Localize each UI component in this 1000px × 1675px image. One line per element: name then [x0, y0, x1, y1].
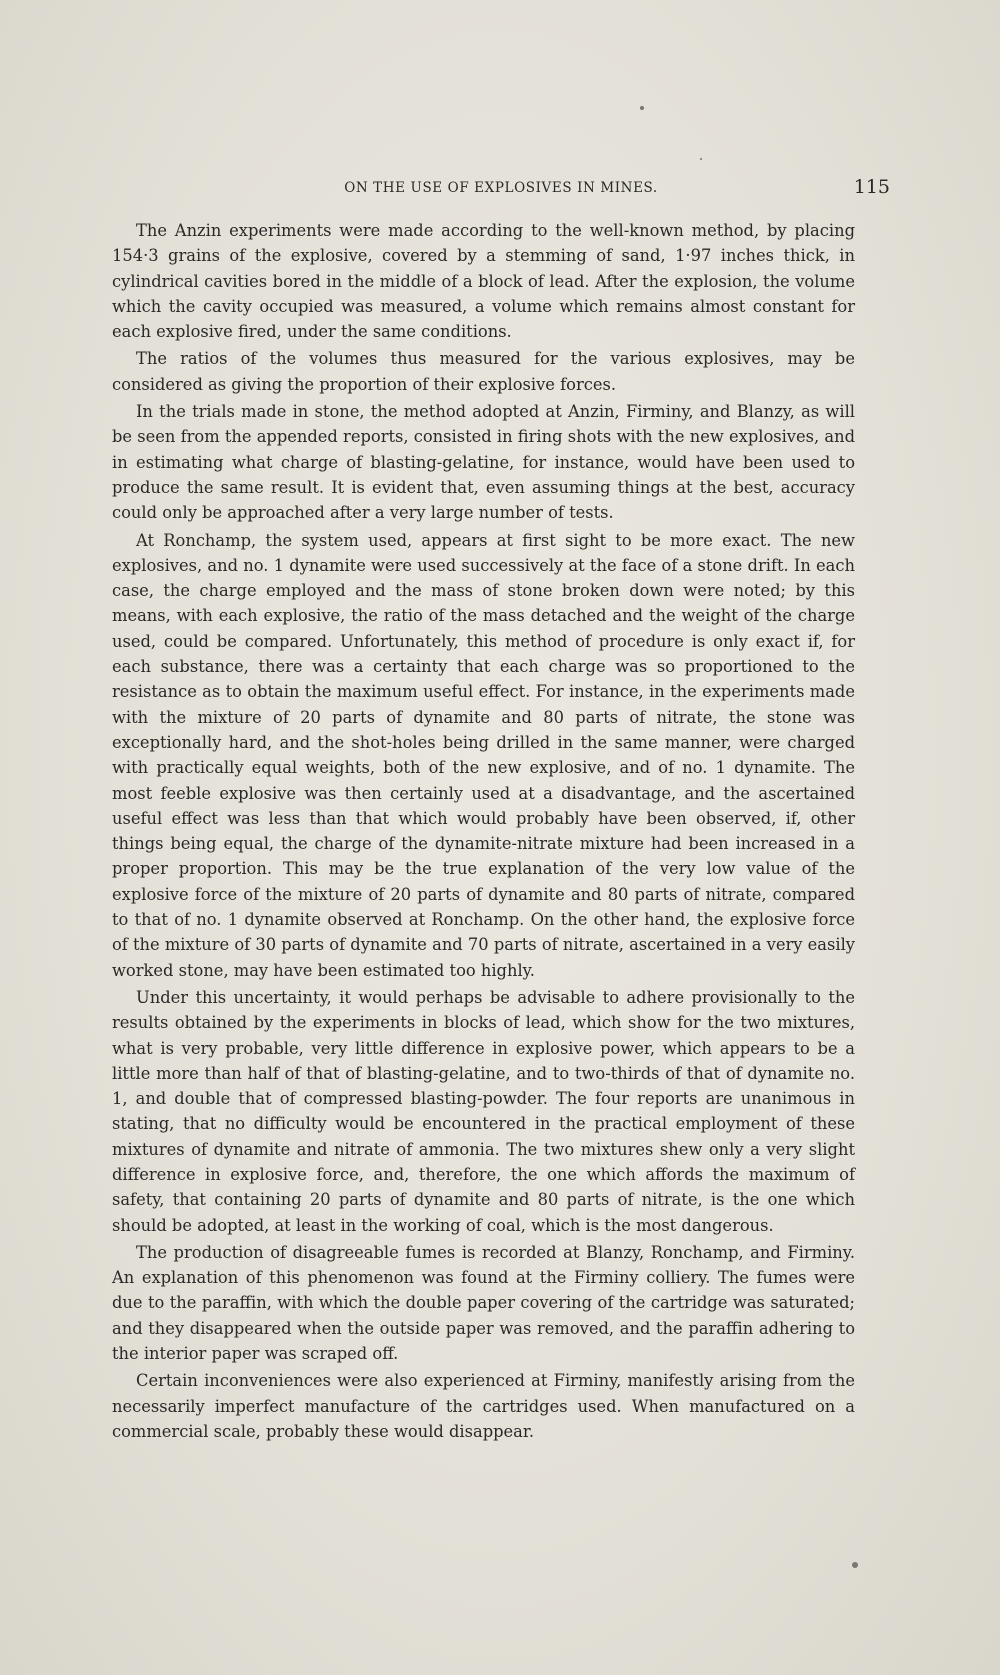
running-title: ON THE USE OF EXPLOSIVES IN MINES. — [344, 180, 658, 196]
page-number: 115 — [853, 176, 890, 198]
paper-speck — [852, 1562, 858, 1568]
paper-speck — [640, 106, 644, 110]
page-header — [112, 176, 890, 202]
body-text — [112, 218, 855, 1446]
paragraph-anzin-method: The Anzin experiments were made according to the well-known method, by placing 154·3 grains of the explosive, covered by a stemming of sand, 1·97 inches thick, in cylindrical cavities bored in the middle of a block of lead. After the explosion, the volume which the cavity occupied was measured, a volume which remains almost constant for each explosive fired, under the same conditions. — [112, 221, 855, 342]
paragraph-ronchamp: At Ronchamp, the system used, appears at first sight to be more exact. The new explosives, and no. 1 dynamite were used successively at the face of a stone drift. In each case, the charge employed and the mass of stone broken down were noted; by this means, with each explosive, the ratio of the mass detached and the weight of the charge used, could be compared. Unfortunately, this method of procedure is only exact if, for each substance, there was a certainty that each charge was so proportioned to the resistance as to obtain the maximum useful effect. For instance, in the experiments made with the mixture of 20 parts of dynamite and 80 parts of nitrate, the stone was exceptionally hard, and the shot-holes being drilled in the same manner, were charged with practically equal weights, both of the new explosive, and of no. 1 dynamite. The most feeble explosive was then certainly used at a disadvantage, and the ascertained useful effect was less than that which would probably have been observed, if, other things being equal, the charge of the dynamite-nitrate mixture had been increased in a proper proportion. This may be the true explanation of the very low value of the explosive force of the mixture of 20 parts of dynamite and 80 parts of nitrate, compared to that of no. 1 dynamite observed at Ronchamp. On the other hand, the explosive force of the mixture of 30 parts of dynamite and 70 parts of nitrate, ascertained in a very easily worked stone, may have been estimated too highly. — [112, 530, 855, 980]
paragraph-stone-trials: In the trials made in stone, the method adopted at Anzin, Firminy, and Blanzy, as will be seen from the appended reports, consisted in firing shots with the new explosives, and in estimating what charge of blasting-gelatine, for instance, would have been used to produce the same result. It is evident that, even assuming things at the best, accuracy could only be approached after a very large number of tests. — [112, 402, 855, 523]
paragraph-fumes: The production of disagreeable fumes is recorded at Blanzy, Ronchamp, and Firminy. An explanation of this phenomenon was found at the Firminy colliery. The fumes were due to the paraffin, with which the double paper covering of the cartridge was saturated; and they disappeared when the outside paper was removed, and the paraffin adhering to the interior paper was scraped off. — [112, 1242, 855, 1364]
paragraph-uncertainty: Under this uncertainty, it would perhaps be advisable to adhere provisionally to the results obtained by the experiments in blocks of lead, which show for the two mixtures, what is very probable, very little difference in explosive power, which appears to be a little more than half of that of blasting-gelatine, and to two-thirds of that of dynamite no. 1, and double that of compressed blasting-powder. The four reports are unanimous in stating, that no difficulty would be encountered in the practical employment of these mixtures of dynamite and nitrate of ammonia. The two mixtures shew only a very slight difference in explosive force, and, therefore, the one which affords the maximum of safety, that containing 20 parts of dynamite and 80 parts of nitrate, is the one which should be adopted, at least in the working of coal, which is the most dangerous. — [112, 987, 855, 1235]
paper-speck — [700, 158, 702, 160]
paragraph-inconveniences: Certain inconveniences were also experienced at Firminy, manifestly arising from the necessarily imperfect manufacture of the cartridges used. When manufactured on a commercial scale, probably these would disappear. — [112, 1371, 855, 1441]
paragraph-volume-ratios: The ratios of the volumes thus measured for the various explosives, may be considered as giving the proportion of their explosive forces. — [112, 349, 855, 394]
